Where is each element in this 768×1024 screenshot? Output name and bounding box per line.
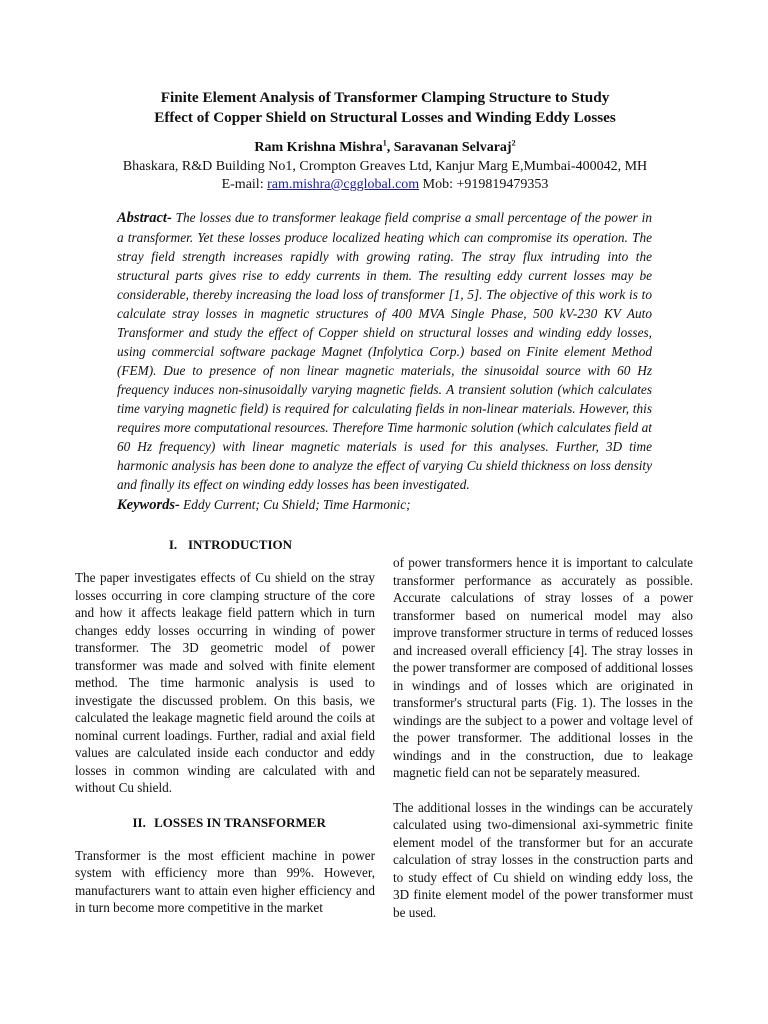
- author-1: Ram Krishna Mishra: [254, 140, 383, 155]
- author-2-affiliation-mark: 2: [511, 138, 516, 148]
- introduction-paragraph: The paper investigates effects of Cu shield on the stray losses occurring in core clamping structure of the core and how it affects leakage field pattern which in turn changes eddy losses occurring in winding of power transformer. The 3D geometric model of power transformer was made and solved with finite element method. The time harmonic analysis is used to investigate the discussed problem. On this basis, we calculated the leakage magnetic field around the coils at nominal current loadings. Further, radial and axial field values are calculated inside each conductor and eddy losses in common winding are calculated with and without Cu shield.: [75, 570, 375, 795]
- right-column: [393, 554, 693, 921]
- affiliation: Bhaskara, R&D Building No1, Crompton Greaves Ltd, Kanjur Marg E,Mumbai-400042, MH: [122, 159, 648, 174]
- author-separator: ,: [386, 140, 394, 155]
- email-label: E-mail:: [221, 177, 268, 192]
- author-2: Saravanan Selvaraj: [393, 140, 512, 155]
- section-2-number: II.: [132, 814, 146, 830]
- mobile-number: Mob: +919819479353: [419, 177, 549, 192]
- section-heading-introduction: [75, 536, 375, 553]
- abstract-text: The losses due to transformer leakage field comprise a small percentage of the power in a transformer. Yet these losses produce localized heating which can compromise its operation. The stray field strength increases rapidly with growing rating. The stray flux intruding into the structural parts gives rise to eddy currents in them. The resulting eddy current losses may be considerable, thereby increasing the load loss of transformer [1, 5]. The objective of this work is to calculate stray losses in magnetic structures of 400 MVA Single Phase, 500 kV-230 KV Auto Transformer and study the effect of Copper shield on structural losses and winding eddy losses, using commercial software package Magnet (Infolytica Corp.) based on Finite element Method (FEM). Due to presence of non linear magnetic materials, the sinusoidal source with 60 Hz frequency induces non-sinusoidally varying magnetic fields. A transient solution (which calculates time varying magnetic field) is required for calculating fields in non-linear materials. However, this requires more computational resources. Therefore Time harmonic solution (which calculates field at 60 Hz frequency) with linear magnetic materials is used for this analyses. Further, 3D time harmonic analysis has been done to analyze the effect of varying Cu shield thickness on loss density and finally its effect on winding eddy losses has been investigated.: [117, 210, 652, 492]
- keywords-text: Eddy Current; Cu Shield; Time Harmonic;: [183, 497, 411, 512]
- contact-line: [80, 176, 690, 194]
- author-line: [80, 139, 690, 157]
- section-heading-losses: [75, 814, 375, 831]
- author-1-affiliation-mark: 1: [382, 138, 387, 148]
- right-paragraph-2: The additional losses in the windings can be accurately calculated using two-dimensional axi-symmetric finite element model of the transformer but for an accurate calculation of stray losses in the construction parts and to study effect of Cu shield on winding eddy loss, the 3D finite element model of the power transformer must be used.: [393, 799, 693, 920]
- losses-paragraph: Transformer is the most efficient machine in power system with efficiency more than 99%. However, manufacturers want to attain even higher efficiency and in turn become more competitive in the market: [75, 847, 375, 915]
- section-1-title: INTRODUCTION: [187, 537, 292, 552]
- keywords: [117, 496, 652, 514]
- title-line-2: Effect of Copper Shield on Structural Losses and Winding Eddy Losses: [154, 109, 616, 126]
- abstract-label: Abstract-: [117, 210, 172, 226]
- keywords-label: Keywords-: [117, 497, 180, 513]
- right-paragraph-1: of power transformers hence it is important to calculate transformer performance as accurately as possible. Accurate calculations of stray losses of a power transformer based on numerical model may also improve transformer structure in terms of reduced losses and increased overall efficiency [4]. The stray losses in the power transformer are composed of additional losses in windings and of losses which are originated in transformer's structural parts (Fig. 1). The losses in the windings are the subject to a power and voltage level of the power transformer. The additional losses in the windings and in the construction, due to leakage magnetic field can not be separately measured.: [393, 555, 693, 780]
- paper-title: [100, 88, 670, 128]
- section-1-number: I.: [168, 537, 178, 552]
- email-link[interactable]: ram.mishra@cgglobal.com: [267, 177, 420, 192]
- abstract: [117, 208, 652, 494]
- left-column: [75, 536, 375, 917]
- title-line-1: Finite Element Analysis of Transformer Clamping Structure to Study: [160, 89, 610, 106]
- section-2-title: LOSSES IN TRANSFORMER: [154, 814, 326, 830]
